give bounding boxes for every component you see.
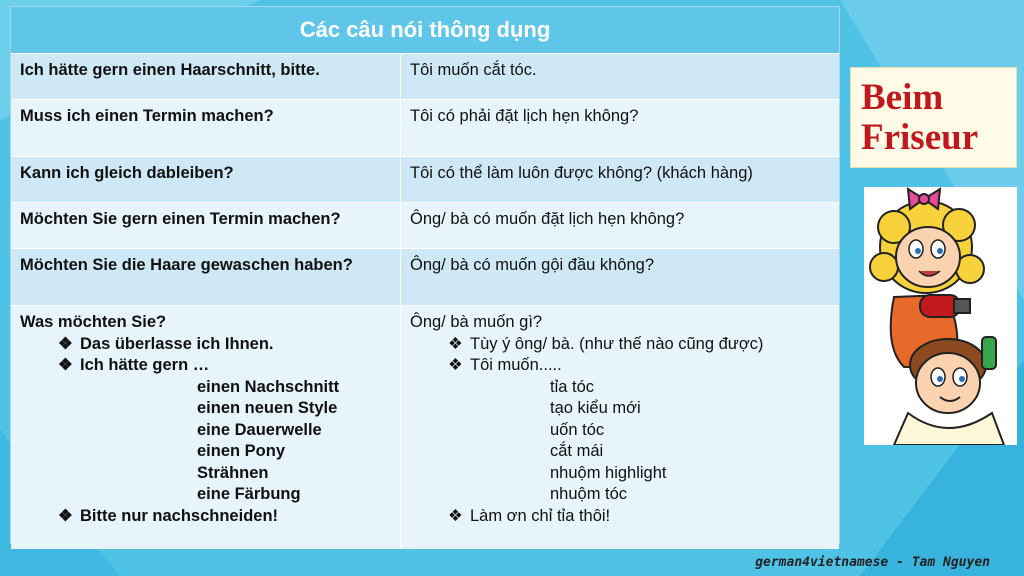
german-question: Was möchten Sie? xyxy=(20,313,167,331)
table-row xyxy=(11,249,839,306)
bullet-icon: ❖ xyxy=(58,356,73,374)
option-item: nhuộm highlight xyxy=(550,463,667,482)
option-item: tạo kiểu mới xyxy=(550,399,641,417)
german-phrase: Möchten Sie die Haare gewaschen haben? xyxy=(11,249,401,305)
german-phrase: Ich hätte gern einen Haarschnitt, bitte. xyxy=(11,54,401,99)
option-item: einen Nachschnitt xyxy=(197,377,340,396)
phrase-table xyxy=(10,6,840,544)
table-title: Các câu nói thông dụng xyxy=(11,7,839,54)
option-item: einen neuen Style xyxy=(197,399,338,417)
bullet-icon: ❖ xyxy=(58,334,73,353)
table-row xyxy=(11,157,839,203)
option-item: eine Dauerwelle xyxy=(197,420,322,439)
topic-title-line1: Beim xyxy=(861,76,944,118)
vietnamese-phrase: Ông/ bà có muốn gội đầu không? xyxy=(410,256,655,274)
vietnamese-phrase: Tôi có thể làm luôn được không? (khách hàng) xyxy=(410,164,753,182)
topic-title-line2: Friseur xyxy=(861,116,979,158)
table-row xyxy=(11,54,839,100)
topic-title-box xyxy=(850,67,1017,168)
vietnamese-phrase: Tôi có phải đặt lịch hẹn không? xyxy=(410,107,639,125)
option-item: eine Färbung xyxy=(197,485,301,503)
bullet-icon: ❖ xyxy=(448,506,463,525)
vietnamese-options-cell xyxy=(401,306,839,549)
list-item: ❖ Làm ơn chỉ tỉa thôi! xyxy=(410,506,830,528)
vietnamese-question: Ông/ bà muốn gì? xyxy=(410,313,543,331)
option-item: Strähnen xyxy=(197,463,269,482)
bullet-icon: ❖ xyxy=(448,356,463,374)
option-item: tỉa tóc xyxy=(550,377,595,396)
german-phrase: Möchten Sie gern einen Termin machen? xyxy=(11,203,401,248)
option-item: nhuộm tóc xyxy=(550,485,628,503)
author-credit: german4vietnamese - Tam Nguyen xyxy=(755,555,990,570)
hairdresser-illustration xyxy=(864,187,1017,445)
option-item: einen Pony xyxy=(197,442,286,460)
german-options-cell xyxy=(11,306,401,549)
german-phrase: Muss ich einen Termin machen? xyxy=(11,100,401,156)
list-item: ❖ Tôi muốn..... xyxy=(410,355,830,377)
vietnamese-phrase: Ông/ bà có muốn đặt lịch hẹn không? xyxy=(410,210,685,228)
list-item: ❖ Das überlasse ich Ihnen. xyxy=(20,334,391,356)
table-row-options xyxy=(11,306,839,549)
list-item: ❖ Bitte nur nachschneiden! xyxy=(20,506,391,528)
bullet-icon: ❖ xyxy=(448,334,463,353)
option-item: cắt mái xyxy=(550,442,604,460)
list-item: ❖ Tùy ý ông/ bà. (như thế nào cũng được) xyxy=(410,334,830,356)
table-row xyxy=(11,100,839,157)
german-phrase: Kann ich gleich dableiben? xyxy=(11,157,401,202)
list-item: ❖ Ich hätte gern … xyxy=(20,355,391,377)
bullet-icon: ❖ xyxy=(58,506,73,525)
vietnamese-phrase: Tôi muốn cắt tóc. xyxy=(410,61,537,79)
option-item: uốn tóc xyxy=(550,420,605,439)
hairdresser-cartoon-icon xyxy=(864,187,1017,445)
table-row xyxy=(11,203,839,249)
